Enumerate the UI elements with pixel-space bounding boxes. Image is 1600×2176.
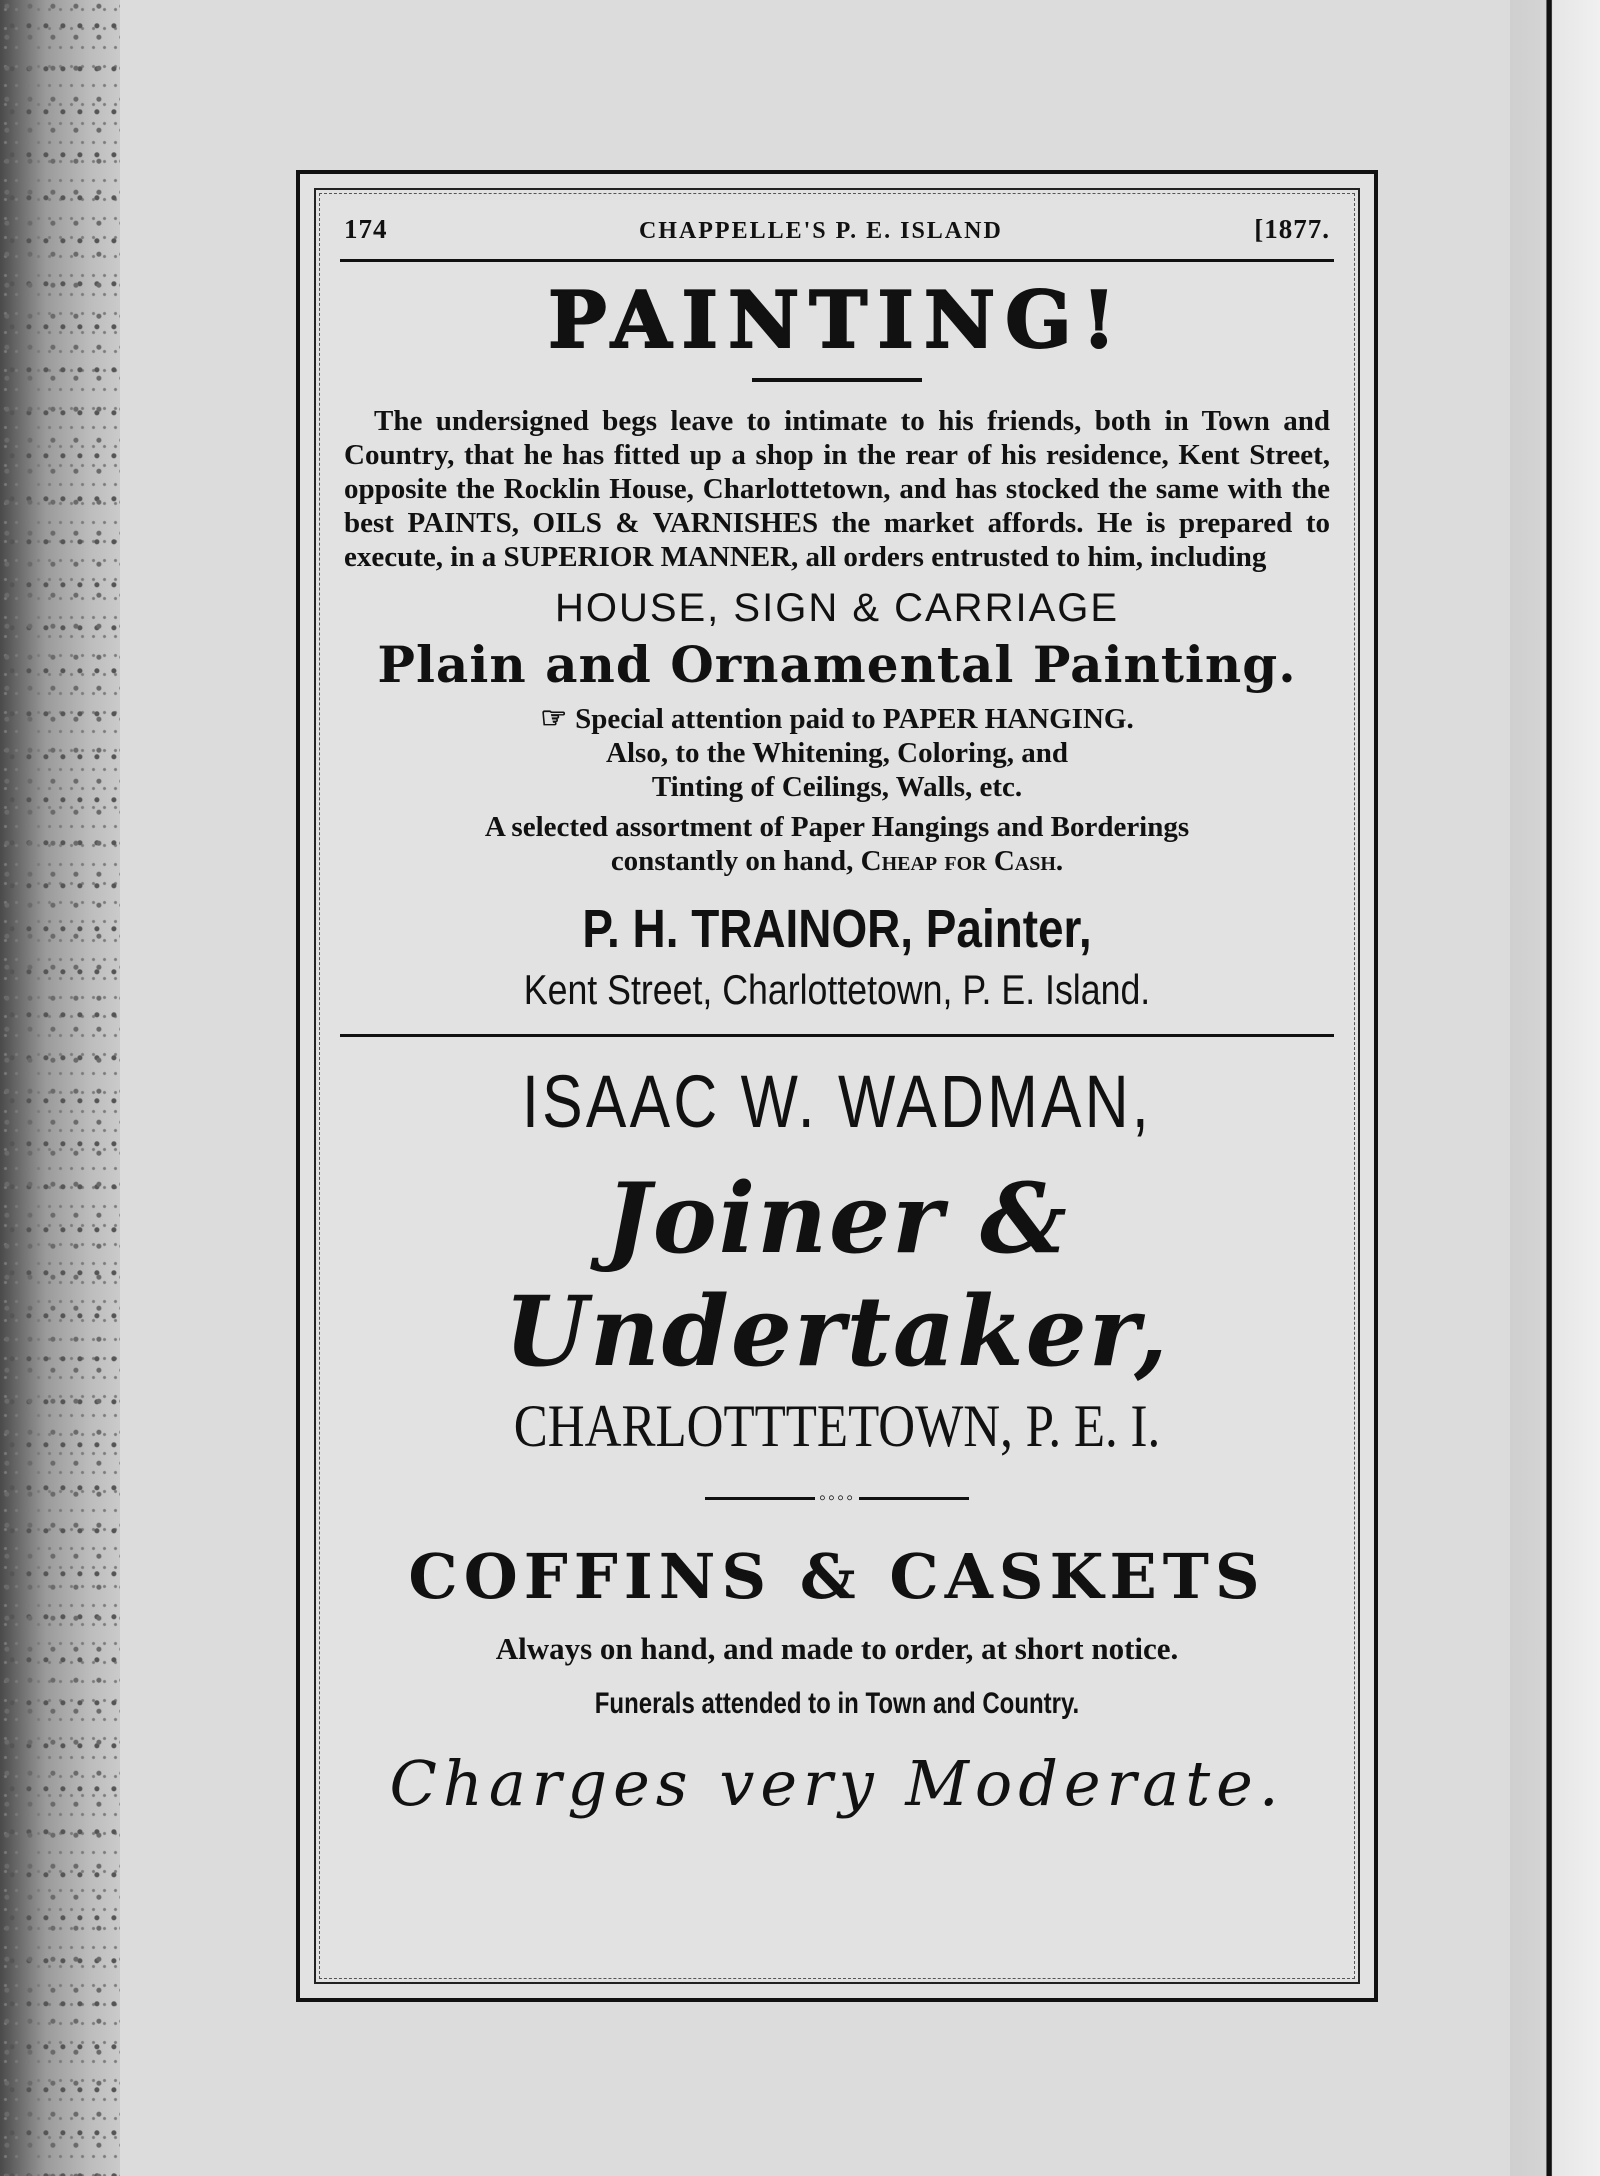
ornament-rule — [340, 1487, 1334, 1510]
painting-headline: PAINTING! — [548, 275, 1126, 366]
wadman-name: ISAAC W. WADMAN, — [521, 1060, 1153, 1143]
page-gutter — [1510, 0, 1600, 2176]
section-divider — [340, 1034, 1334, 1037]
special-line-1: Special attention paid to PAPER HANGING. — [575, 703, 1134, 735]
special-line-2: Also, to the Whitening, Coloring, and — [606, 737, 1068, 769]
joiner-undertaker: Joiner & Undertaker, — [504, 1162, 1170, 1388]
pointing-hand-icon: ☞ — [540, 702, 568, 735]
special-attention — [340, 702, 1334, 736]
page-number: 174 — [344, 214, 388, 244]
coffins-caskets: COFFINS & CASKETS — [408, 1540, 1266, 1613]
running-header — [340, 214, 1334, 262]
short-rule — [752, 378, 922, 382]
trainor-address: Kent Street, Charlottetown, P. E. Island. — [523, 966, 1151, 1013]
ornament-line-left — [705, 1497, 815, 1500]
year-label: [1877. — [1254, 214, 1330, 244]
charges-moderate: Charges very Moderate. — [389, 1747, 1285, 1820]
advertisement-frame — [296, 170, 1378, 2002]
house-sign-carriage-line: HOUSE, SIGN & CARRIAGE — [554, 586, 1120, 630]
special-line-3: Tinting of Ceilings, Walls, etc. — [651, 771, 1023, 803]
assortment-line-2 — [340, 844, 1334, 878]
ornament-dots-icon: ◦◦◦◦ — [818, 1487, 856, 1509]
assortment-line-1: A selected assortment of Paper Hangings and Borderings — [484, 811, 1190, 843]
assortment-text: constantly on hand, — [610, 845, 854, 877]
page-stack-edge — [0, 0, 130, 2176]
painting-intro: The undersigned begs leave to intimate to his friends, both in Town and Country, that he has fitted up a shop in the rear of his residence, Kent Street, opposite the Rocklin House, Charlottetown, and has stocked the same with the best PAINTS, OILS & VARNISHES the market affords. He is prepared to execute, in a SUPERIOR MANNER, all orders entrusted to him, including — [344, 405, 1330, 573]
running-title: CHAPPELLE'S P. E. ISLAND — [638, 218, 1003, 244]
always-on-hand: Always on hand, and made to order, at short notice. — [495, 1631, 1179, 1666]
wadman-location: CHARLOTTTETOWN, P. E. I. — [513, 1393, 1161, 1459]
funerals-line: Funerals attended to in Town and Country. — [594, 1687, 1080, 1720]
trainor-name: P. H. TRAINOR, Painter, — [582, 899, 1092, 959]
ornament-line-right — [859, 1497, 969, 1500]
plain-ornamental-line: Plain and Ornamental Painting. — [377, 635, 1297, 694]
advertisement-content — [340, 214, 1334, 1820]
cheap-for-cash: Cheap for Cash. — [860, 845, 1064, 877]
